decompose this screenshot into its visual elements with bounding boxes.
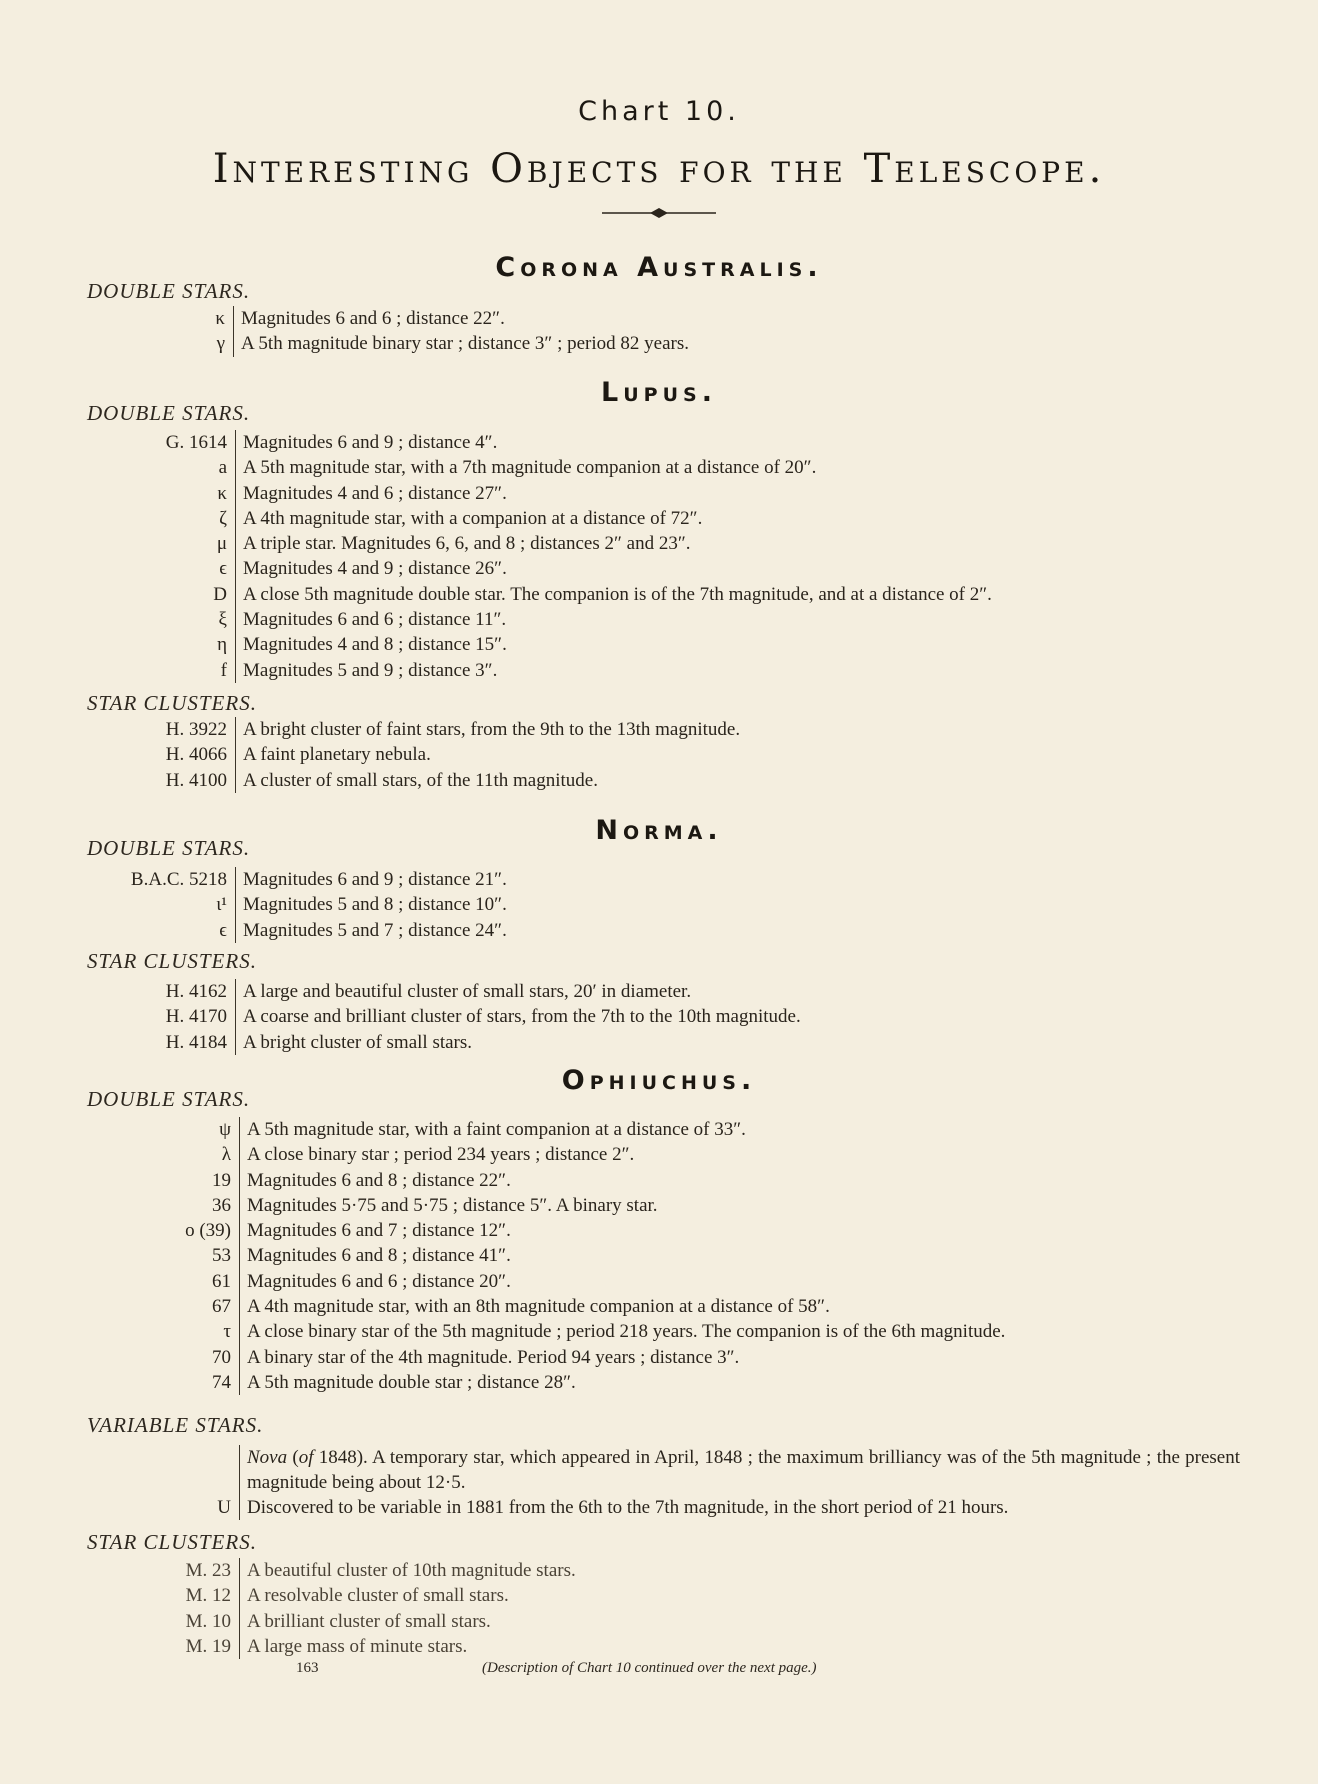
table-row — [118, 1609, 576, 1634]
table-row — [118, 481, 992, 506]
cluster-label: M. 19 — [185, 1635, 231, 1657]
table-row — [118, 506, 992, 531]
page-number: 163 — [296, 1660, 319, 1676]
star-label: ξ — [218, 609, 227, 631]
table-row — [118, 556, 992, 581]
star-label: κ — [215, 308, 225, 329]
star-description: A close 5th magnitude double star. The companion is of the 7th magnitude, and at a distance of 2″. — [236, 582, 992, 607]
star-description: A binary star of the 4th magnitude. Period 94 years ; distance 3″. — [240, 1345, 1006, 1370]
star-description: Magnitudes 6 and 9 ; distance 4″. — [236, 430, 992, 455]
star-label: D — [213, 583, 227, 605]
star-description: Magnitudes 6 and 6 ; distance 20″. — [240, 1269, 1006, 1294]
star-description: A 4th magnitude star, with an 8th magnitude companion at a distance of 58″. — [240, 1294, 1006, 1319]
category-double-stars: DOUBLE STARS. — [87, 836, 251, 860]
star-label: 61 — [212, 1270, 231, 1292]
table-row — [118, 531, 992, 556]
category-double-stars: DOUBLE STARS. — [87, 1087, 251, 1111]
star-description: Magnitudes 5 and 7 ; distance 24″. — [236, 918, 507, 943]
star-description: Magnitudes 6 and 8 ; distance 41″. — [240, 1243, 1006, 1268]
star-description: A 5th magnitude star, with a faint companion at a distance of 33″. — [240, 1117, 1006, 1142]
star-description: Magnitudes 6 and 6 ; distance 22″. — [234, 306, 689, 331]
category-variable-stars: VARIABLE STARS. — [87, 1413, 264, 1437]
star-label: η — [217, 634, 227, 656]
text-fragment: of — [298, 1447, 314, 1468]
cluster-description: A beautiful cluster of 10th magnitude stars. — [240, 1558, 576, 1583]
table-row — [118, 1445, 1240, 1495]
section-title-lupus: Lupus. — [601, 377, 717, 408]
ornament-divider-icon — [600, 206, 718, 220]
star-description: Magnitudes 6 and 7 ; distance 12″. — [240, 1218, 1006, 1243]
star-label: ι¹ — [216, 894, 227, 916]
star-label: 70 — [212, 1346, 231, 1368]
cluster-label: H. 4066 — [165, 744, 227, 766]
cluster-description: A coarse and brilliant cluster of stars, from the 7th to the 10th magnitude. — [236, 1004, 801, 1029]
cluster-description: A bright cluster of faint stars, from the 9th to the 13th magnitude. — [236, 717, 741, 742]
table-row — [118, 1345, 1005, 1370]
star-description: Magnitudes 4 and 8 ; distance 15″. — [236, 632, 992, 657]
table-row — [150, 331, 689, 356]
star-label: 19 — [212, 1169, 231, 1191]
cluster-label: H. 4100 — [165, 769, 227, 791]
table-row — [118, 658, 992, 683]
star-label: 36 — [212, 1194, 231, 1216]
ophiuchus-variable-stars-table — [118, 1445, 1240, 1520]
cluster-description: A faint planetary nebula. — [236, 742, 741, 767]
page-title: Interesting Objects for the Telescope. — [212, 146, 1106, 192]
norma-double-stars-table — [118, 867, 507, 943]
table-row — [118, 867, 507, 892]
table-row — [118, 1319, 1005, 1344]
section-title-corona-australis: Corona Australis. — [495, 252, 823, 283]
star-label: τ — [223, 1321, 231, 1343]
table-row — [118, 1004, 801, 1029]
cluster-description: A brilliant cluster of small stars. — [240, 1609, 576, 1634]
table-row — [118, 768, 740, 793]
cluster-description: A cluster of small stars, of the 11th magnitude. — [236, 768, 741, 793]
table-row — [118, 1030, 801, 1055]
star-description: Magnitudes 4 and 6 ; distance 27″. — [236, 481, 992, 506]
cluster-description: A bright cluster of small stars. — [236, 1030, 801, 1055]
table-row — [118, 1269, 1005, 1294]
lupus-double-stars-table — [118, 430, 992, 683]
chart-heading: Chart 10. — [578, 96, 740, 127]
table-row — [118, 1583, 576, 1608]
table-row — [118, 1142, 1005, 1167]
cluster-label: H. 4184 — [165, 1031, 227, 1053]
lupus-star-clusters-table — [118, 717, 740, 793]
table-row — [118, 918, 507, 943]
star-description — [240, 1445, 1241, 1495]
star-label: a — [218, 457, 227, 479]
table-row — [118, 717, 740, 742]
ophiuchus-star-clusters-table — [118, 1558, 576, 1659]
table-row — [118, 1495, 1240, 1520]
table-row — [118, 1193, 1005, 1218]
table-row — [118, 1558, 576, 1583]
table-row — [118, 607, 992, 632]
table-row — [118, 582, 992, 607]
star-description: A 5th magnitude double star ; distance 28″. — [240, 1370, 1006, 1395]
star-description: Magnitudes 6 and 9 ; distance 21″. — [236, 867, 507, 892]
section-title-norma: Norma. — [595, 815, 723, 846]
nova-label: Nova — [247, 1447, 288, 1468]
cluster-label: M. 23 — [185, 1560, 231, 1581]
category-double-stars: DOUBLE STARS. — [87, 401, 251, 425]
table-row — [118, 1634, 576, 1659]
star-label: o (39) — [185, 1220, 231, 1242]
category-star-clusters: STAR CLUSTERS. — [87, 949, 257, 973]
star-label: G. 1614 — [165, 432, 227, 453]
table-row — [118, 632, 992, 657]
cluster-label: H. 4162 — [165, 981, 227, 1002]
star-label: B.A.C. 5218 — [130, 869, 227, 890]
star-label: ϵ — [219, 919, 227, 941]
star-description: Magnitudes 6 and 6 ; distance 11″. — [236, 607, 992, 632]
cluster-label: M. 10 — [185, 1610, 231, 1632]
star-label: λ — [221, 1144, 231, 1166]
star-description: Magnitudes 5 and 9 ; distance 3″. — [236, 658, 992, 683]
cluster-label: H. 4170 — [165, 1006, 227, 1028]
star-description: A close binary star of the 5th magnitude ; period 218 years. The companion is of the 6th magnitude. — [240, 1319, 1006, 1344]
star-description: Magnitudes 4 and 9 ; distance 26″. — [236, 556, 992, 581]
corona-double-stars-table — [150, 306, 689, 357]
table-row — [118, 1117, 1005, 1142]
cluster-label: M. 12 — [185, 1585, 231, 1607]
star-description: Magnitudes 5 and 8 ; distance 10″. — [236, 892, 507, 917]
table-row — [118, 1243, 1005, 1268]
star-label: 67 — [212, 1296, 231, 1318]
table-row — [118, 1370, 1005, 1395]
cluster-label: H. 3922 — [165, 719, 227, 740]
ophiuchus-double-stars-table — [118, 1117, 1005, 1395]
table-row — [118, 1294, 1005, 1319]
star-label: 74 — [212, 1371, 231, 1393]
star-label: f — [220, 659, 227, 681]
table-row — [118, 979, 801, 1004]
star-label: ζ — [219, 507, 227, 529]
star-description: Discovered to be variable in 1881 from the 6th to the 7th magnitude, in the short period of 21 hours. — [240, 1495, 1241, 1520]
category-star-clusters: STAR CLUSTERS. — [87, 1530, 257, 1554]
star-label: γ — [216, 333, 225, 355]
star-label: 53 — [212, 1245, 231, 1267]
star-description: A 4th magnitude star, with a companion at a distance of 72″. — [236, 506, 992, 531]
star-label: μ — [216, 533, 227, 555]
table-row — [118, 1168, 1005, 1193]
table-row — [118, 455, 992, 480]
table-row — [118, 742, 740, 767]
norma-star-clusters-table — [118, 979, 801, 1055]
cluster-description: A resolvable cluster of small stars. — [240, 1583, 576, 1608]
cluster-description: A large mass of minute stars. — [240, 1634, 576, 1659]
star-description: A close binary star ; period 234 years ; distance 2″. — [240, 1142, 1006, 1167]
section-title-ophiuchus: Ophiuchus. — [561, 1065, 757, 1096]
star-description: A triple star. Magnitudes 6, 6, and 8 ; distances 2″ and 23″. — [236, 531, 992, 556]
category-double-stars: DOUBLE STARS. — [87, 279, 251, 303]
continuation-note: (Description of Chart 10 continued over the next page.) — [482, 1660, 817, 1676]
category-star-clusters: STAR CLUSTERS. — [87, 691, 257, 715]
table-row — [118, 1218, 1005, 1243]
star-description: A 5th magnitude star, with a 7th magnitude companion at a distance of 20″. — [236, 455, 992, 480]
star-label: ϵ — [219, 558, 227, 580]
star-label: U — [217, 1497, 231, 1518]
cluster-description: A large and beautiful cluster of small stars, 20′ in diameter. — [236, 979, 801, 1004]
table-row — [118, 430, 992, 455]
star-description: Magnitudes 5·75 and 5·75 ; distance 5″. A binary star. — [240, 1193, 1006, 1218]
star-description: Magnitudes 6 and 8 ; distance 22″. — [240, 1168, 1006, 1193]
star-label: ψ — [219, 1119, 231, 1140]
table-row — [150, 306, 689, 331]
text-fragment: ( — [287, 1447, 299, 1468]
text-fragment: 1848). A temporary star, which appeared in April, 1848 ; the maximum brilliancy was of the 5th magnitude ; the present magnitude being about 12·5. — [247, 1447, 1241, 1493]
star-description: A 5th magnitude binary star ; distance 3″ ; period 82 years. — [234, 331, 689, 356]
table-row — [118, 892, 507, 917]
star-label — [118, 1445, 240, 1495]
star-label: κ — [217, 482, 227, 504]
